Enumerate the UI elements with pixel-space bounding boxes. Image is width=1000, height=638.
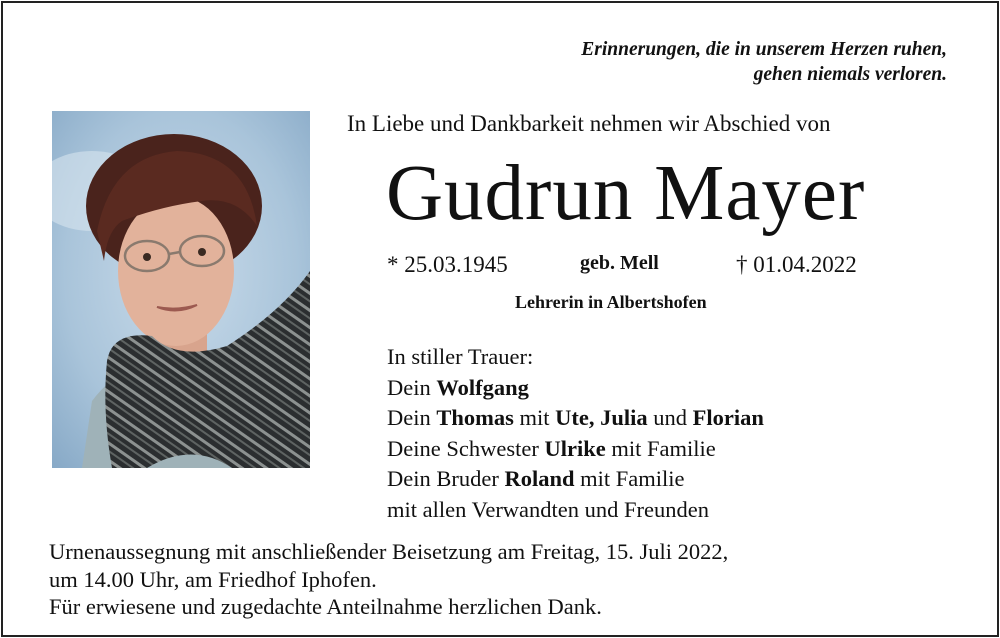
mourner-text: mit Familie <box>605 435 716 461</box>
funeral-notice-line-2: um 14.00 Uhr, am Friedhof Iphofen. <box>49 566 377 592</box>
mourner-text: mit allen Verwandten und Freunden <box>387 496 710 522</box>
funeral-notice-line-3: Für erwiesene und zugedachte Anteilnahme herzlichen Dank. <box>49 594 602 619</box>
mourner-line <box>387 373 764 404</box>
death-date: † 01.04.2022 <box>736 252 857 277</box>
mourner-text: Deine Schwester <box>387 435 545 461</box>
portrait-photo <box>52 111 310 468</box>
deceased-name: Gudrun Mayer <box>386 150 866 237</box>
mourner-text: mit Familie <box>574 466 685 491</box>
birth-date: * 25.03.1945 <box>387 252 508 277</box>
mourner-line <box>387 434 764 465</box>
obituary-card <box>1 1 999 637</box>
mourner-name: Ute, Julia <box>555 405 648 430</box>
memorial-quote <box>581 37 947 87</box>
mourner-text: Dein Bruder <box>387 466 505 491</box>
quote-line-1: Erinnerungen, die in unserem Herzen ruhen, <box>581 39 947 60</box>
mourners-list <box>387 342 764 525</box>
mourner-line <box>387 495 764 526</box>
mourner-name: Ulrike <box>544 435 606 461</box>
quote-line-2: gehen niemals verloren. <box>753 64 947 85</box>
mourner-line <box>387 403 764 434</box>
mourner-text: und <box>647 405 693 430</box>
funeral-notice-line-1: Urnenaussegnung mit anschließender Beisetzung am Freitag, 15. Juli 2022, <box>49 539 729 564</box>
mourners-heading: In stiller Trauer: <box>387 344 534 369</box>
mourner-line <box>387 464 764 495</box>
mourner-name: Roland <box>504 466 575 491</box>
mourner-text: Dein <box>387 374 437 400</box>
mourner-name: Florian <box>692 405 764 430</box>
maiden-name: geb. Mell <box>580 252 659 274</box>
occupation: Lehrerin in Albertshofen <box>515 292 707 312</box>
mourner-name: Wolfgang <box>436 374 529 400</box>
intro-text: In Liebe und Dankbarkeit nehmen wir Abschied von <box>347 111 831 136</box>
mourner-text: Dein <box>387 405 437 430</box>
mourner-text: mit <box>513 405 556 430</box>
mourner-name: Thomas <box>436 405 514 430</box>
funeral-notice <box>49 538 728 621</box>
